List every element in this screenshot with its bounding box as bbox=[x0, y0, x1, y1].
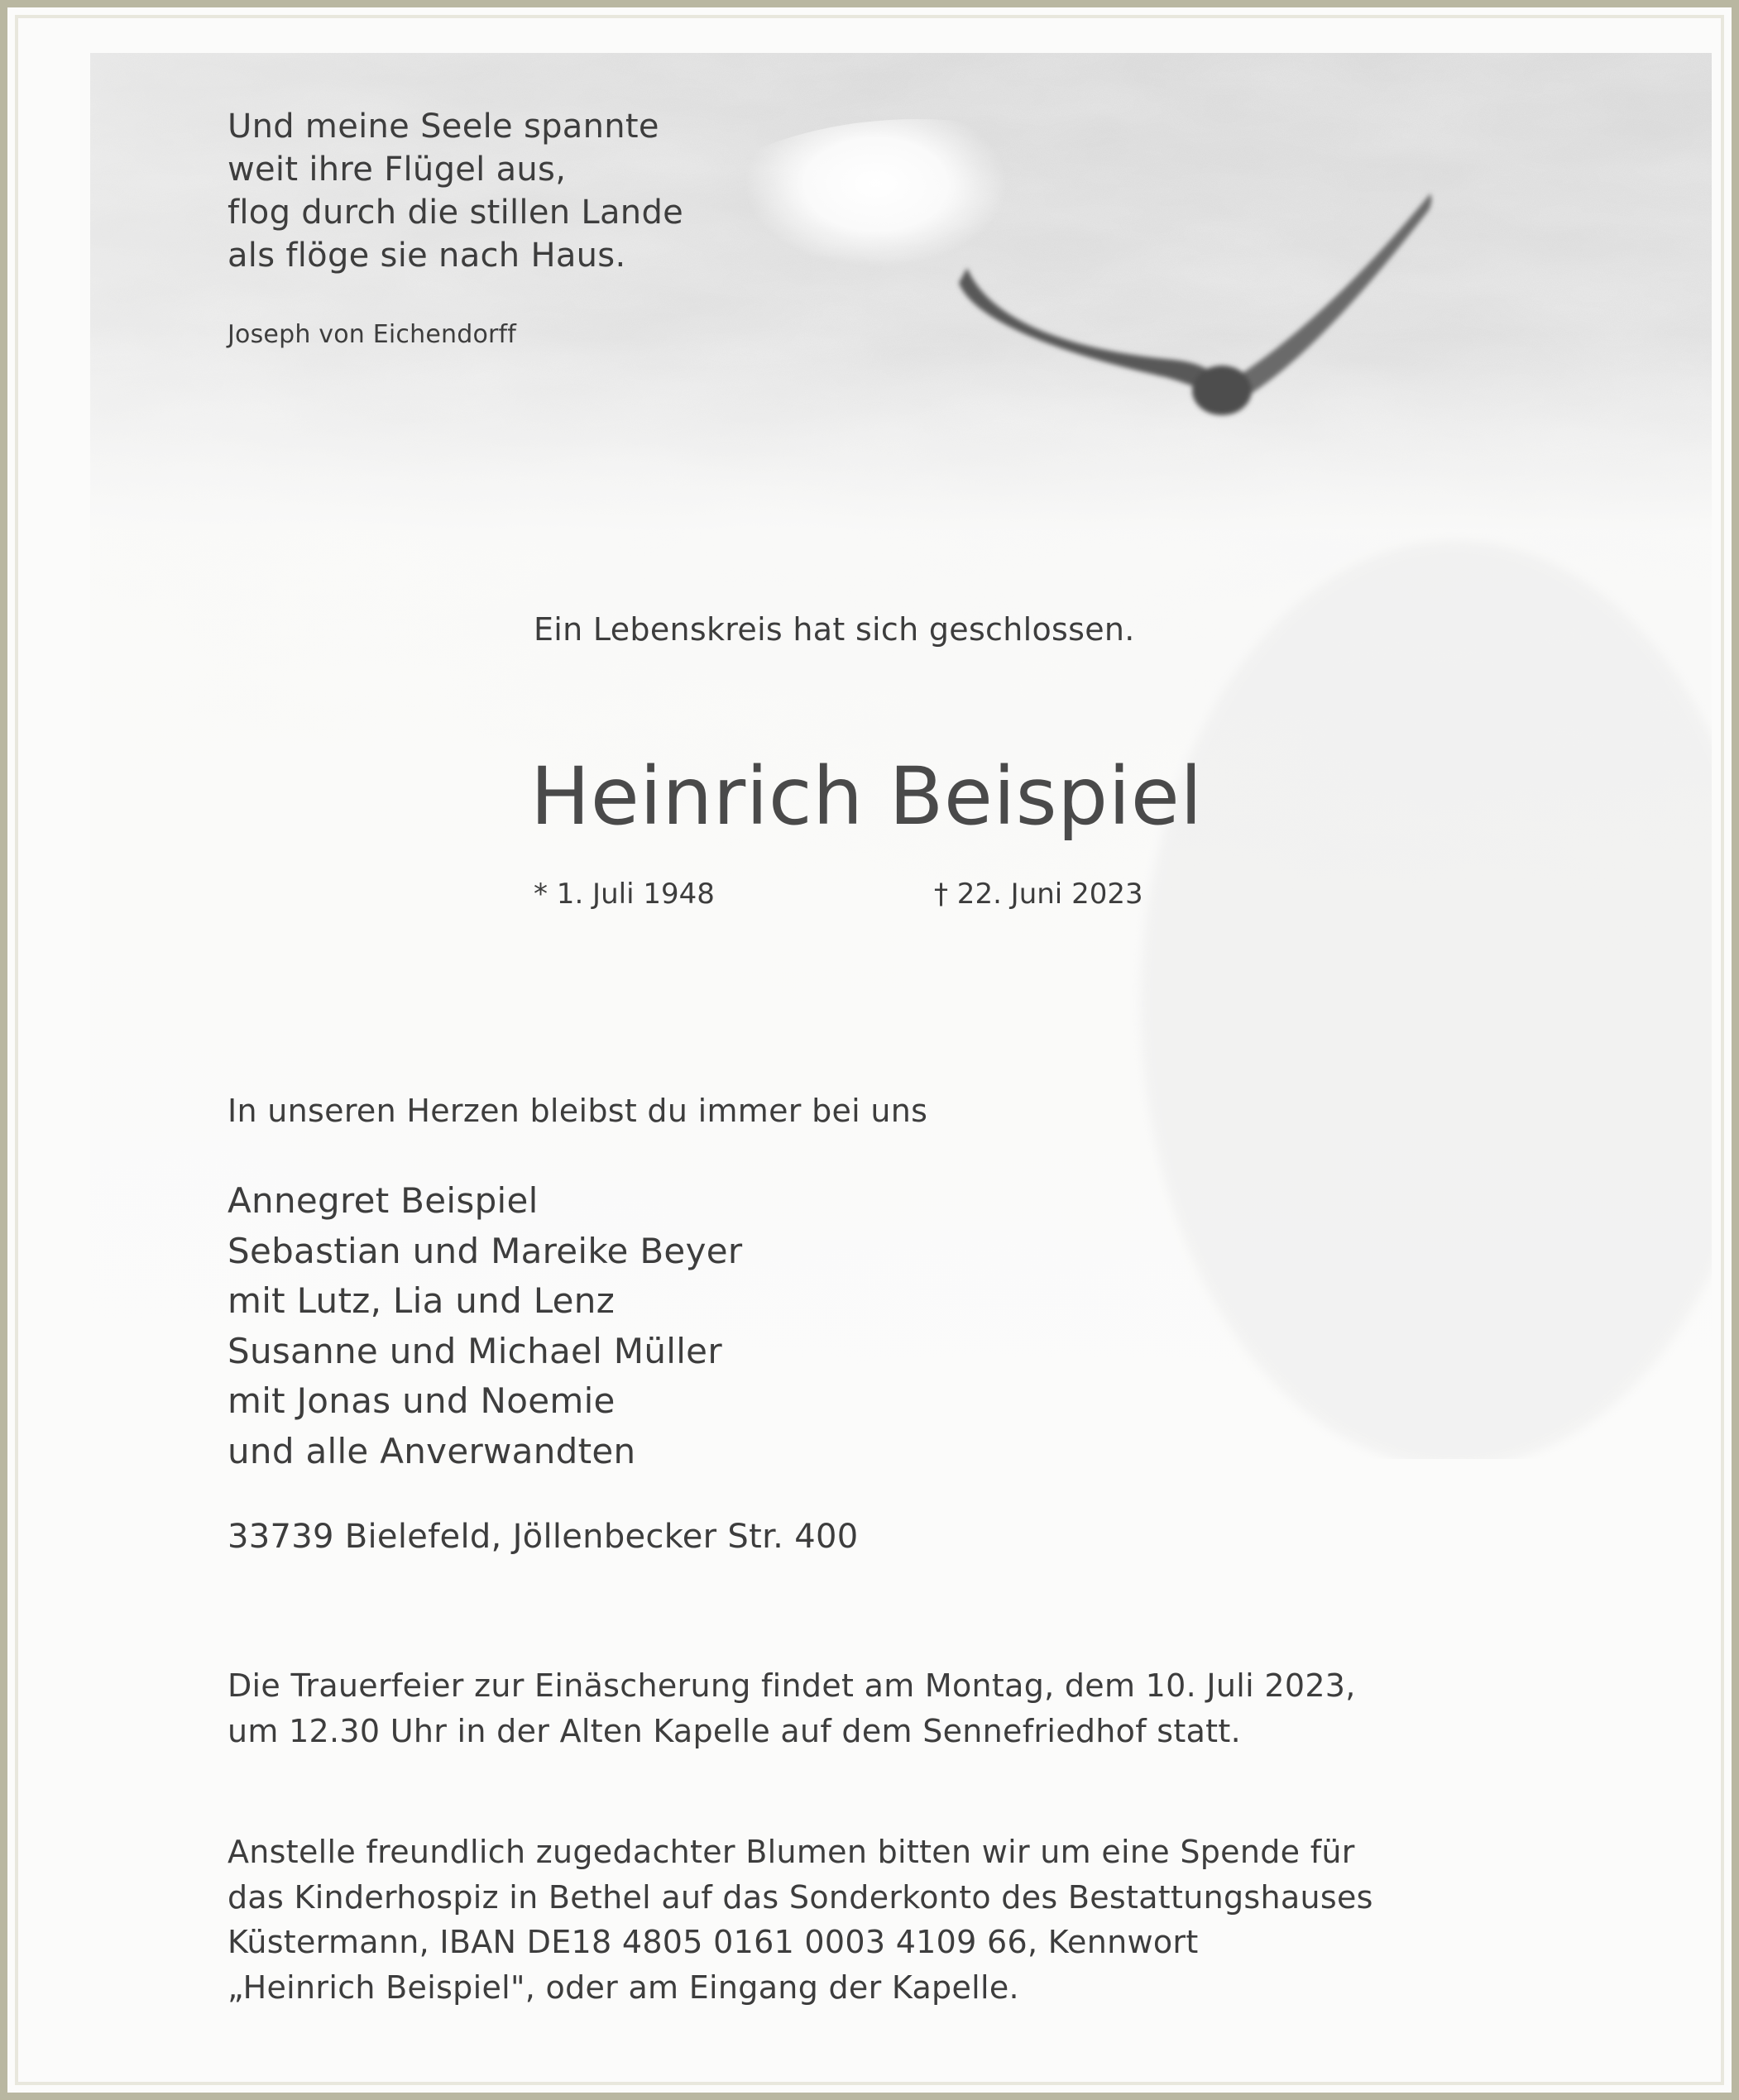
mourner-line: Sebastian und Mareike Beyer bbox=[228, 1230, 743, 1271]
mourner-line: mit Lutz, Lia und Lenz bbox=[228, 1280, 616, 1321]
deceased-name: Heinrich Beispiel bbox=[530, 750, 1203, 843]
mourners-list bbox=[228, 1176, 742, 1476]
donation-notice bbox=[228, 1830, 1373, 2010]
donation-line: Küstermann, IBAN DE18 4805 0161 0003 4109 66, Kennwort bbox=[228, 1924, 1199, 1960]
birth-date: * 1. Juli 1948 bbox=[534, 878, 715, 911]
mourner-line: Annegret Beispiel bbox=[228, 1180, 539, 1221]
donation-line: Anstelle freundlich zugedachter Blumen bitten wir um eine Spende für bbox=[228, 1834, 1355, 1870]
donation-line: „Heinrich Beispiel", oder am Eingang der Kapelle. bbox=[228, 1968, 1019, 2006]
mourner-line: mit Jonas und Noemie bbox=[228, 1380, 616, 1421]
intro-line: Ein Lebenskreis hat sich geschlossen. bbox=[534, 611, 1135, 648]
poem-line: weit ihre Flügel aus, bbox=[228, 151, 567, 189]
mourner-line: Susanne und Michael Müller bbox=[228, 1330, 722, 1371]
mourners-address: 33739 Bielefeld, Jöllenbecker Str. 400 bbox=[228, 1518, 859, 1556]
poem-line: als flöge sie nach Haus. bbox=[228, 237, 626, 275]
death-date: † 22. Juni 2023 bbox=[934, 878, 1143, 911]
ceremony-notice bbox=[228, 1663, 1356, 1754]
ceremony-line: Die Trauerfeier zur Einäscherung findet am Montag, dem 10. Juli 2023, bbox=[228, 1667, 1356, 1704]
donation-line: das Kinderhospiz in Bethel auf das Sonderkonto des Bestattungshauses bbox=[228, 1878, 1373, 1916]
mourner-line: und alle Anverwandten bbox=[228, 1430, 636, 1471]
poem-line: Und meine Seele spannte bbox=[228, 108, 659, 146]
poem-line: flog durch die stillen Lande bbox=[228, 194, 684, 232]
poem bbox=[228, 105, 683, 277]
poem-author: Joseph von Eichendorff bbox=[228, 320, 517, 349]
ceremony-line: um 12.30 Uhr in der Alten Kapelle auf dem Sennefriedhof statt. bbox=[228, 1713, 1241, 1749]
mourners-heading: In unseren Herzen bleibst du immer bei uns bbox=[228, 1093, 928, 1129]
